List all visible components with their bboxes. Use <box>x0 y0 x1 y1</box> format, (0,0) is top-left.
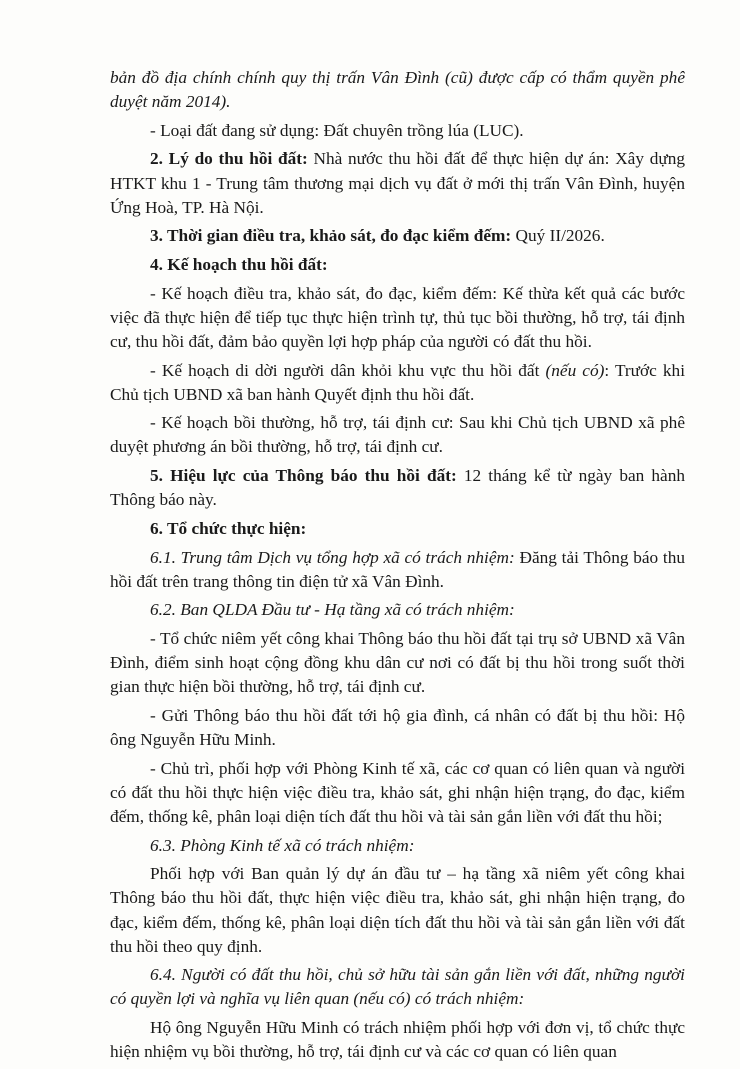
italic-text: (nếu có) <box>545 360 605 380</box>
paragraph <box>110 253 685 277</box>
body-text: - Chủ trì, phối hợp với Phòng Kinh tế xã, các cơ quan có liên quan và người có đất thu hồi thực hiện việc điều tra, khảo sát, ghi nhận hiện trạng, đo đạc, kiểm đếm, thống kê, phân loại diện tích đất thu hồi và tài sản gắn liền với đất thu hồi; <box>110 758 685 826</box>
paragraph <box>110 1016 685 1064</box>
paragraph <box>110 546 685 594</box>
heading-text: 3. Thời gian điều tra, khảo sát, đo đạc kiểm đếm: <box>150 226 512 246</box>
body-text: - Tổ chức niêm yết công khai Thông báo thu hồi đất tại trụ sở UBND xã Vân Đình, điểm sinh hoạt cộng đồng khu dân cư nơi có đất bị thu hồi trong suốt thời gian thực hiện bồi thường, hỗ trợ, tái định cư. <box>110 629 685 697</box>
paragraph <box>110 517 685 541</box>
body-text: - Kế hoạch di dời người dân khỏi khu vực thu hồi đất <box>150 360 546 380</box>
paragraph <box>110 627 685 699</box>
heading-text: 2. Lý do thu hồi đất: <box>150 149 308 169</box>
heading-text: 4. Kế hoạch thu hồi đất: <box>150 255 328 275</box>
paragraph <box>110 963 685 1011</box>
paragraph <box>110 119 685 143</box>
italic-text: 6.3. Phòng Kinh tế xã có trách nhiệm: <box>150 835 415 855</box>
italic-text: 6.1. Trung tâm Dịch vụ tổng hợp xã có trách nhiệm: <box>150 547 515 567</box>
italic-text: bản đồ địa chính chính quy thị trấn Vân Đình (cũ) được cấp có thẩm quyền phê duyệt năm 2014). <box>110 68 685 112</box>
heading-text: 6. Tổ chức thực hiện: <box>150 518 307 538</box>
document-body <box>110 66 685 1069</box>
body-text: - Kế hoạch bồi thường, hỗ trợ, tái định cư: Sau khi Chủ tịch UBND xã phê duyệt phương án bồi thường, hỗ trợ, tái định cư. <box>110 413 685 457</box>
paragraph <box>110 147 685 219</box>
paragraph <box>110 598 685 622</box>
paragraph <box>110 464 685 512</box>
body-text: Hộ ông Nguyễn Hữu Minh có trách nhiệm phối hợp với đơn vị, tổ chức thực hiện nhiệm vụ bồi thường, hỗ trợ, tái định cư và các cơ quan có liên quan <box>110 1018 685 1062</box>
body-text: - Kế hoạch điều tra, khảo sát, đo đạc, kiểm đếm: Kế thừa kết quả các bước việc đã thực hiện để tiếp tục thực hiện trình tự, thủ tục bồi thường, hỗ trợ, tái định cư, thu hồi đất, đảm bảo quyền lợi hợp pháp của người có đất thu hồi. <box>110 283 685 351</box>
paragraph <box>110 411 685 459</box>
body-text: Phối hợp với Ban quản lý dự án đầu tư – hạ tầng xã niêm yết công khai Thông báo thu hồi đất, thực hiện việc điều tra, khảo sát, ghi nhận hiện trạng, đo đạc, kiểm đếm, thống kê, phân loại diện tích đất thu hồi và tài sản gắn liền với đất thu hồi theo quy định. <box>110 864 685 956</box>
body-text: Quý II/2026. <box>511 226 605 246</box>
paragraph <box>110 224 685 248</box>
paragraph <box>110 66 685 114</box>
body-text: - Gửi Thông báo thu hồi đất tới hộ gia đình, cá nhân có đất bị thu hồi: Hộ ông Nguyễn Hữu Minh. <box>110 705 685 750</box>
paragraph <box>110 359 685 407</box>
heading-text: 5. Hiệu lực của Thông báo thu hồi đất: <box>150 466 457 486</box>
paragraph <box>110 757 685 829</box>
body-text: - Loại đất đang sử dụng: Đất chuyên trồng lúa (LUC). <box>150 120 524 140</box>
italic-text: 6.2. Ban QLDA Đầu tư - Hạ tầng xã có trách nhiệm: <box>150 600 515 620</box>
paragraph <box>110 282 685 354</box>
body-text: Đăng tải Thông báo thu hồi đất trên trang thông tin điện tử xã Vân Đình. <box>110 547 685 591</box>
paragraph <box>110 704 685 752</box>
paragraph <box>110 834 685 858</box>
italic-text: 6.4. Người có đất thu hồi, chủ sở hữu tài sản gắn liền với đất, những người có quyền lợi và nghĩa vụ liên quan (nếu có) có trách nhiệm: <box>110 965 685 1009</box>
body-text: 12 tháng kể từ ngày ban hành Thông báo này. <box>110 466 685 510</box>
body-text: Nhà nước thu hồi đất để thực hiện dự án: Xây dựng HTKT khu 1 - Trung tâm thương mại dịch vụ đất ở mới thị trấn Vân Đình, huyện Ứng Hoà, TP. Hà Nội. <box>110 149 685 217</box>
paragraph <box>110 862 685 958</box>
body-text: : Trước khi Chủ tịch UBND xã ban hành Quyết định thu hồi đất. <box>110 360 686 404</box>
